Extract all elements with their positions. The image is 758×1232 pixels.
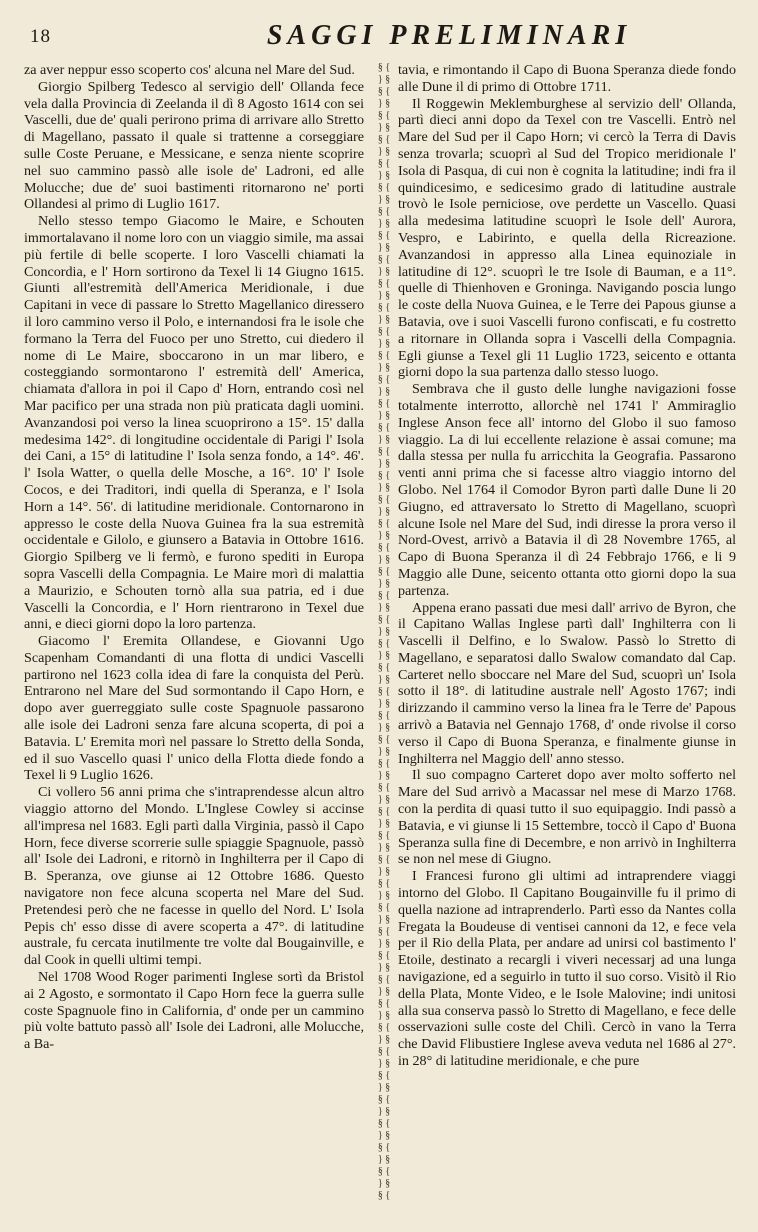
divider-ornament: } § <box>377 1154 391 1165</box>
divider-ornament: § { <box>377 926 391 937</box>
divider-ornament: § { <box>377 638 391 649</box>
divider-ornament: § { <box>377 302 391 313</box>
divider-ornament: § { <box>377 542 391 553</box>
divider-ornament: § { <box>377 974 391 985</box>
divider-ornament: } § <box>377 458 391 469</box>
divider-ornament: } § <box>377 194 391 205</box>
divider-ornament: } § <box>377 722 391 733</box>
divider-ornament: } § <box>377 434 391 445</box>
divider-ornament: } § <box>377 1178 391 1189</box>
divider-ornament: } § <box>377 410 391 421</box>
paragraph: Giorgio Spilberg Tedesco al servigio dell' Ollanda fece vela dalla Provincia di Zeelanda il dì 8 Agosto 1614 con sei Vascelli, due de' quali perirono prima di arrivare allo Stretto di Magellano, passato il quale si trattenne a corseggiare sulle Coste Peruane, e Messicane, e senza niente scoprire nel suo cammino passò alle isole de' Ladroni, ed alle Molucche; due de' suoi bastimenti ritornarono ne' porti Ollandesi al primo di Luglio 1617. <box>24 78 364 213</box>
divider-ornament: § { <box>377 806 391 817</box>
divider-ornament: } § <box>377 74 391 85</box>
divider-ornament: § { <box>377 494 391 505</box>
divider-ornament: § { <box>377 1070 391 1081</box>
divider-ornament: } § <box>377 890 391 901</box>
divider-ornament: } § <box>377 626 391 637</box>
divider-ornament: } § <box>377 146 391 157</box>
divider-ornament: } § <box>377 578 391 589</box>
divider-ornament: § { <box>377 182 391 193</box>
divider-ornament: § { <box>377 782 391 793</box>
divider-ornament: § { <box>377 446 391 457</box>
divider-ornament: } § <box>377 362 391 373</box>
divider-ornament: } § <box>377 746 391 757</box>
divider-ornament: § { <box>377 1166 391 1177</box>
divider-ornament: § { <box>377 110 391 121</box>
divider-ornament: § { <box>377 86 391 97</box>
paragraph: Appena erano passati due mesi dall' arrivo de Byron, che il Capitano Wallas Inglese partì dall' Inghilterra con li Vascelli il Delfino, e lo Swalow. Passò lo Stretto di Magellano, e separatosi dallo Swalow comandato dal Cap. Carteret nello sboccare nel Mare del Sud, scuoprì un' Isola sotto il 18°. di latitudine australe nell' Agosto 1767; indi dirizzando il cammino verso la linea fra le Terre de' Papous arrivò a Batavia nel Gennajo 1768, d' onde rivolse il corso verso il Capo di Buona Speranza, e finalmente giunse in Inghilterra nel Maggio dell' anno stesso. <box>398 599 736 767</box>
divider-ornament: } § <box>377 506 391 517</box>
divider-ornament: § { <box>377 350 391 361</box>
divider-ornament: } § <box>377 1034 391 1045</box>
left-column <box>24 62 364 1222</box>
divider-ornament: § { <box>377 374 391 385</box>
paragraph: Il suo compagno Carteret dopo aver molto sofferto nel Mare del Sud arrivò a Macassar nel mese di Marzo 1768. con la perdita di quasi tutto il suo equipaggio. Indi passò a Batavia, e vi giunse li 15 Settembre, toccò il Capo d' Buona Speranza sulla fine di Decembre, e non arrivò in Inghilterra se non nel mese di Giugno. <box>398 767 736 868</box>
divider-ornament: § { <box>377 1022 391 1033</box>
divider-ornament: § { <box>377 1142 391 1153</box>
divider-ornament: § { <box>377 1190 391 1201</box>
divider-ornament: } § <box>377 1058 391 1069</box>
divider-ornament: } § <box>377 482 391 493</box>
divider-ornament: § { <box>377 830 391 841</box>
divider-ornament: § { <box>377 470 391 481</box>
divider-ornament: } § <box>377 602 391 613</box>
paragraph: I Francesi furono gli ultimi ad intraprendere viaggi intorno del Globo. Il Capitano Bougainville fu il primo di quella nazione ad intraprenderlo. Partì esso da Nantes colla Fregata la Boudeuse di ventisei cannoni da 12, e fece vela per il Rio della Plata, per andare ad unirsi col bastimento l' Etoile, destinato a recargli i viveri necessarj ad una lunga navigazione, ed a seguirlo in tutto il suo corso. Visitò il Rio della Plata, Monte Video, e le Isole Malovine; indi unitosi alla sua conserva passò lo Stretto di Magellano, e fece delle osservazioni sulle coste del Chilì. Cercò in vano la Terra che David Flibustiere Inglese aveva veduta nel 1686 al 27°. in 28° di latitudine meridionale, e che pure <box>398 868 736 1070</box>
divider-ornament: } § <box>377 698 391 709</box>
paragraph: Nel 1708 Wood Roger parimenti Inglese sortì da Bristol ai 2 Agosto, e sormontato il Capo Horn fece la guerra sulle coste Spagnuole fino in California, d' onde per un cammino più volte battuto passò all' Isole dei Ladroni, alle Molucche, a Ba- <box>24 969 364 1053</box>
divider-ornament: } § <box>377 794 391 805</box>
divider-ornament: } § <box>377 650 391 661</box>
divider-ornament: } § <box>377 218 391 229</box>
divider-ornament: § { <box>377 398 391 409</box>
divider-ornament: } § <box>377 818 391 829</box>
divider-ornament: § { <box>377 158 391 169</box>
divider-ornament: § { <box>377 134 391 145</box>
divider-ornament: § { <box>377 662 391 673</box>
divider-ornament: } § <box>377 866 391 877</box>
divider-ornament: } § <box>377 122 391 133</box>
divider-ornament: } § <box>377 290 391 301</box>
divider-ornament: § { <box>377 1118 391 1129</box>
divider-ornament: § { <box>377 590 391 601</box>
divider-ornament: } § <box>377 842 391 853</box>
divider-ornament: } § <box>377 98 391 109</box>
divider-ornament: § { <box>377 1094 391 1105</box>
divider-ornament: } § <box>377 530 391 541</box>
divider-ornament: } § <box>377 314 391 325</box>
divider-ornament: § { <box>377 326 391 337</box>
divider-ornament: § { <box>377 998 391 1009</box>
divider-ornament: § { <box>377 422 391 433</box>
divider-ornament: § { <box>377 950 391 961</box>
divider-ornament: § { <box>377 278 391 289</box>
divider-ornament: } § <box>377 674 391 685</box>
page-header <box>26 18 732 58</box>
divider-ornament: § { <box>377 734 391 745</box>
divider-ornament: § { <box>377 710 391 721</box>
divider-ornament: } § <box>377 986 391 997</box>
divider-ornament: § { <box>377 254 391 265</box>
paragraph: Giacomo l' Eremita Ollandese, e Giovanni Ugo Scapenham Comandanti di una flotta di undici Vascelli partirono nel 1623 colla idea di fare la conquista del Perù. Entrarono nel Mare del Sud sormontando il Capo Horn, e dopo aver guerreggiato sulle coste Spagnuole passarono alle isole dei Ladroni senza fare alcuna scoperta, di poi a Batavia. L' Eremita morì nel passare lo Stretto della Sonda, ed il suo Vascello quasi l' unico della Flotta diede fondo a Texel li 9 Luglio 1626. <box>24 633 364 784</box>
divider-ornament: } § <box>377 1010 391 1021</box>
paragraph: za aver neppur esso scoperto cos' alcuna nel Mare del Sud. <box>24 62 355 78</box>
divider-ornament: } § <box>377 266 391 277</box>
paragraph: Sembrava che il gusto delle lunghe navigazioni fosse totalmente interrotto, allorchè nel 1741 l' Ammiraglio Inglese Anson fece all' intorno del Globo il suo famoso viaggio. La di lui eccellente relazione è assai comune; ma dalla stessa per nulla fu arricchita la Geografia. Passarono venti anni prima che si facesse altro viaggio intorno del Globo. Nel 1764 il Comodor Byron partì dalle Dune li 20 Giugno, ed attraversato lo Stretto di Magellano, scuoprì alcune Isole nel Mare del Sud, indi diresse la prora verso il Nord-Ovest, arrivò a Batavia il dì 28 Novembre 1765, al Capo di Buona Speranza il dì 24 Febbrajo 1766, e li 9 Maggio alle Dune, seicento ottanta otto giorni dopo la sua partenza. <box>398 381 736 599</box>
divider-ornament: § { <box>377 206 391 217</box>
divider-ornament: } § <box>377 962 391 973</box>
divider-ornament: } § <box>377 242 391 253</box>
divider-ornament: § { <box>377 758 391 769</box>
ornamental-column-divider <box>374 62 394 1202</box>
divider-ornament: } § <box>377 1106 391 1117</box>
divider-ornament: § { <box>377 230 391 241</box>
right-column <box>398 62 736 1222</box>
paragraph: Il Roggewin Meklemburghese al servizio dell' Ollanda, partì dieci anni dopo da Texel con tre Vascelli. Entrò nel Mare del Sud per il Capo Horn; vi cercò la Terra di Davis senza trovarla; scuoprì al Sud del Tropico meridionale l' Isola di Pasqua, di cui non è cognita la latitudine; indi fra il quindicesimo, e sedicesimo grado di latitudine australe trovò le Isole perniciose, ove perdette un Vascello. Quasi alla medesima latitudine scuoprì le Isole dell' Aurora, Vespro, e Labirinto, e quella della Ricreazione. Avanzandosi in appresso alla Linea equinoziale in latitudine di 12°. scuoprì le tre Isole di Bauman, e a 11°. quelle di Thienhoven e Groninga. Navigando poscia lungo le coste della Nuova Guinea, e le Terre dei Papous giunse a Batavia, ove i suoi Vascelli furono confiscati, e fu costretto a ritornare in Ollanda sopra i Vascelli della Compagnia. Egli giunse a Texel gli 11 Luglio 1723, seicento e ottanta giorni dopo la sua partenza dallo stesso luogo. <box>398 95 736 381</box>
divider-ornament: § { <box>377 878 391 889</box>
divider-ornament: } § <box>377 770 391 781</box>
divider-ornament: § { <box>377 62 391 73</box>
paragraph: Ci vollero 56 anni prima che s'intraprendesse alcun altro viaggio attorno del Mondo. L'Inglese Cowley si accinse all'impresa nel 1683. Egli partì dalla Virginia, passò il Capo Horn, fece diverse scorrerie sulle spiaggie Spagnuole, passò all' Isole dei Ladroni, e ritornò in Inghilterra per il Capo di B. Speranza, ove giunse ai 12 Ottobre 1686. Questo navigatore non fece alcuna scoperta nel Mare del Sud. Pretendesi però che ne facesse in quello del Nord. L' Isola Pepis ch' esso disse di avere scoperta a 47°. di latitudine australe, fu cercata inutilmente tre volte dal Bougainville, e dal Cook in quelli ultimi tempi. <box>24 784 364 969</box>
divider-ornament: } § <box>377 1130 391 1141</box>
divider-ornament: § { <box>377 566 391 577</box>
divider-ornament: } § <box>377 170 391 181</box>
divider-ornament: } § <box>377 554 391 565</box>
divider-ornament: } § <box>377 1082 391 1093</box>
paragraph: Nello stesso tempo Giacomo le Maire, e Schouten immortalavano il nome loro con un viaggio simile, ma assai più fertile di belle scoperte. I loro Vascelli chiamati la Concordia, e l' Horn sortirono da Texel li 14 Giugno 1615. Giunti all'estremità dell'America Meridionale, i due Capitani in vece di passare lo Stretto Magellanico diressero il loro cammino verso il Polo, e internandosi fra le isole che formano la Terra del Fuoco per uno Stretto, cui diedero il nome di Le Maire, sboccarono in un mar libero, e costeggiando sormontarono l' estremità dell' America, chiamata d'allora in poi il Capo d' Horn, entrando così nel Mar pacifico per una strada non più praticata dagli uomini. Avanzandosi poi verso la linea scuoprirono a 15°. 15' dalla medesima 142°. di longitudine occidentale di Parigi l' Isola dei Cani, a 15° di latitudine l' Isola senza fondo, a 14°. 46'. l' Isola Watter, o quella delle Mosche, a 16°. 10' l' Isole Cocos, e dei Traditori, indi quella di Speranza, e l' Isola Horn a 14°. 56'. di latitudine meridionale. Contornarono in appresso le coste della Nuova Guinea fra la sua estremità occidentale e Gilolo, e giunsero a Batavia in Ottobre 1616. Giorgio Spilberg ve li fermò, e furono spediti in Europa sopra Vascelli della Compagnia. Le Maire morì di malattia a Maurizio, e Schouten tornò alla sua patria, ed i due Vascelli la Concordia, e l' Horn rientrarono in Texel due anni, e dieci giorni dopo la loro partenza. <box>24 213 364 633</box>
divider-ornament: § { <box>377 1046 391 1057</box>
divider-ornament: § { <box>377 614 391 625</box>
divider-ornament: § { <box>377 686 391 697</box>
divider-ornament: } § <box>377 338 391 349</box>
page-number: 18 <box>30 26 51 47</box>
divider-ornament: § { <box>377 518 391 529</box>
paragraph: tavia, e rimontando il Capo di Buona Speranza diede fondo alle Dune il di primo di Ottobre 1711. <box>398 62 736 95</box>
divider-ornament: § { <box>377 854 391 865</box>
divider-ornament: } § <box>377 938 391 949</box>
divider-ornament: } § <box>377 914 391 925</box>
running-title: SAGGI PRELIMINARI <box>266 20 632 51</box>
divider-ornament: § { <box>377 902 391 913</box>
divider-ornament: } § <box>377 386 391 397</box>
